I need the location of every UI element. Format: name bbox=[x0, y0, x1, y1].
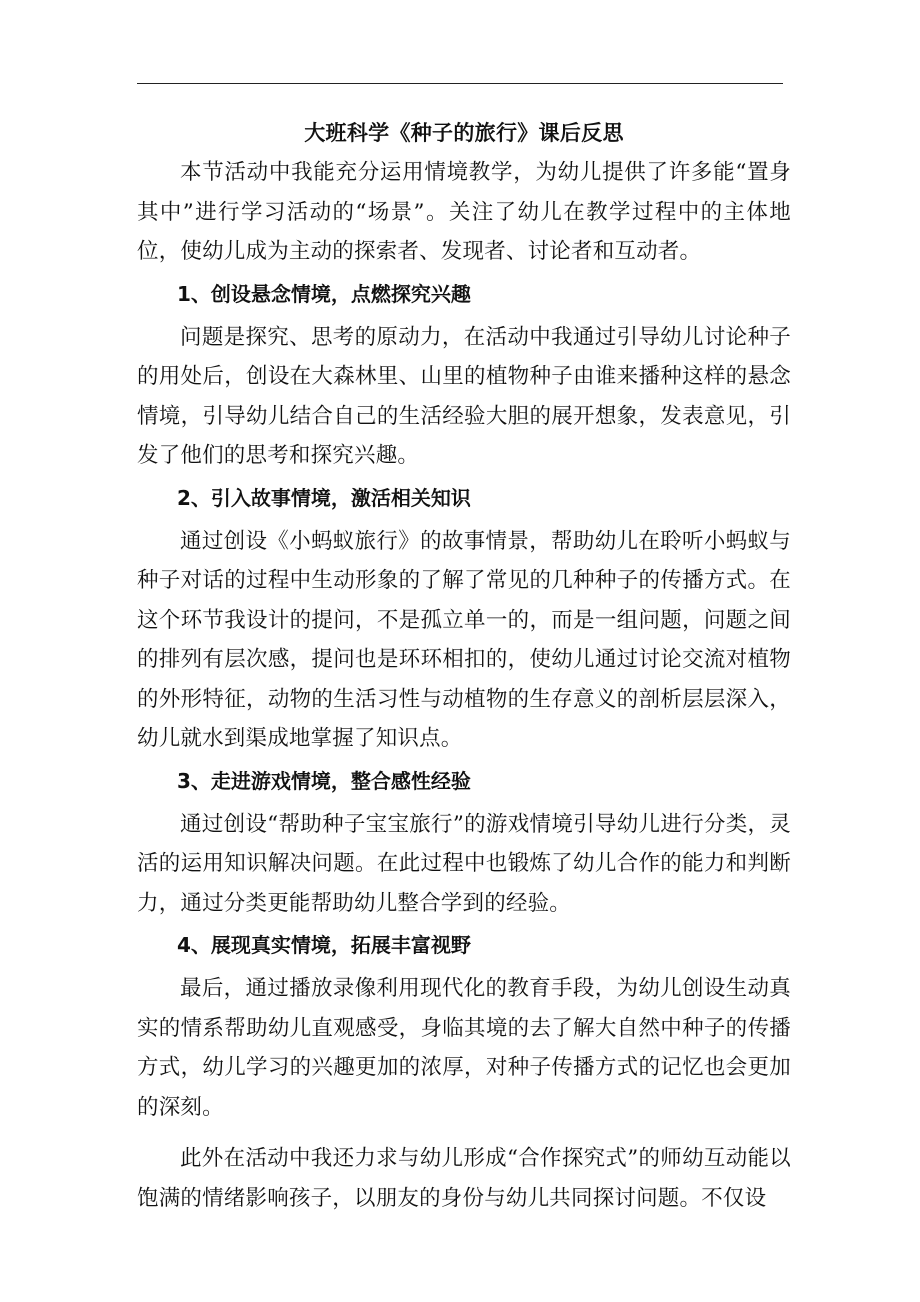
document-body bbox=[137, 113, 791, 1218]
intro-paragraph: 本节活动中我能充分运用情境教学，为幼儿提供了许多能“置身其中”进行学习活动的“场景”。关注了幼儿在教学过程中的主体地位，使幼儿成为主动的探索者、发现者、讨论者和互动者。 bbox=[137, 160, 791, 264]
section-1-heading: 1、创设悬念情境，点燃探究兴趣 bbox=[177, 281, 471, 306]
section-1-paragraph: 问题是探究、思考的原动力，在活动中我通过引导幼儿讨论种子的用处后，创设在大森林里、山里的植物种子由谁来播种这样的悬念情境，引导幼儿结合自己的生活经验大胆的展开想象，发表意见，引发了他们的思考和探究兴趣。 bbox=[137, 324, 791, 468]
section-4-heading: 4、展现真实情境，拓展丰富视野 bbox=[177, 933, 471, 957]
section-4-paragraph: 最后，通过播放录像利用现代化的教育手段，为幼儿创设生动真实的情系帮助幼儿直观感受，身临其境的去了解大自然中种子的传播方式，幼儿学习的兴趣更加的浓厚，对种子传播方式的记忆也会更加的深刻。 bbox=[137, 976, 791, 1120]
section-3-paragraph: 通过创设“帮助种子宝宝旅行”的游戏情境引导幼儿进行分类，灵活的运用知识解决问题。在此过程中也锻炼了幼儿合作的能力和判断力，通过分类更能帮助幼儿整合学到的经验。 bbox=[137, 811, 791, 916]
section-2-paragraph: 通过创设《小蚂蚁旅行》的故事情景，帮助幼儿在聆听小蚂蚁与种子对话的过程中生动形象的了解了常见的几种种子的传播方式。在这个环节我设计的提问，不是孤立单一的，而是一组问题，问题之间的排列有层次感，提问也是环环相扣的，使幼儿通过讨论交流对植物的外形特征，动物的生活习性与动植物的生存意义的剖析层层深入，幼儿就水到渠成地掌握了知识点。 bbox=[137, 528, 791, 751]
header-rule bbox=[137, 83, 783, 84]
section-3-heading: 3、走进游戏情境，整合感性经验 bbox=[177, 768, 471, 793]
section-2-heading: 2、引入故事情境，激活相关知识 bbox=[177, 485, 471, 510]
closing-paragraph: 此外在活动中我还力求与幼儿形成“合作探究式”的师幼互动能以饱满的情绪影响孩子，以朋友的身份与幼儿共同探讨问题。不仅设 bbox=[137, 1146, 791, 1211]
document-title: 大班科学《种子的旅行》课后反思 bbox=[304, 120, 624, 145]
